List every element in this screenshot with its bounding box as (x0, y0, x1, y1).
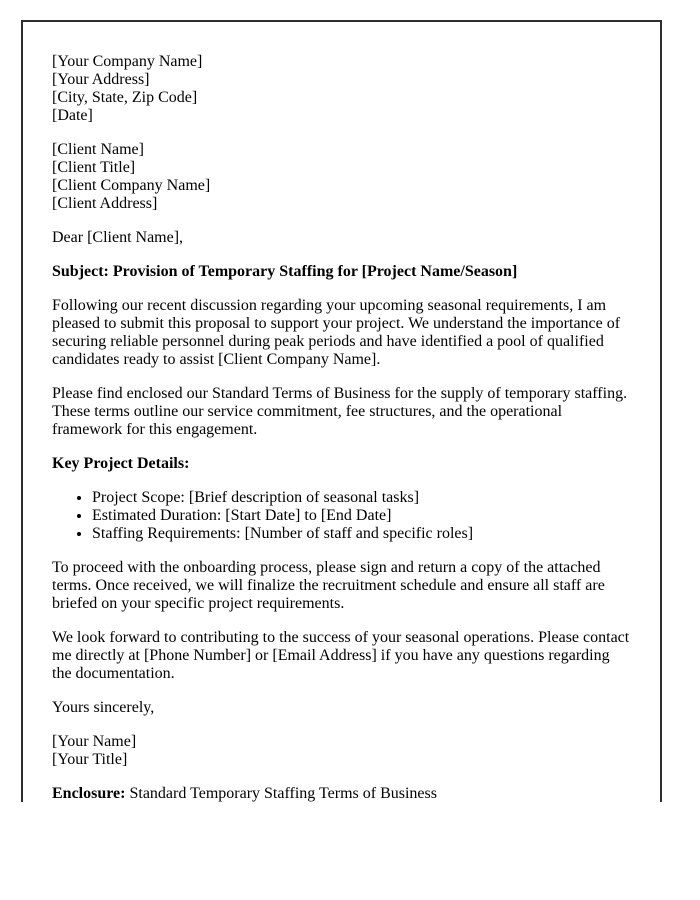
letter-date: [Date] (52, 107, 93, 124)
client-address: [Client Address] (52, 195, 158, 212)
paragraph-onboarding: To proceed with the onboarding process, please sign and return a copy of the attached terms. Once received, we will finalize the recruitment schedule and ensure all staff are briefed on your specific project requirements. (52, 559, 605, 612)
client-name: [Client Name] (52, 141, 144, 158)
valediction: Yours sincerely, (52, 699, 155, 716)
client-title: [Client Title] (52, 159, 136, 176)
paragraph-closing: We look forward to contributing to the success of your seasonal operations. Please contact me directly at [Phone Number] or [Email Address] if you have any questions regarding the documentation. (52, 629, 630, 682)
subject-line: Subject: Provision of Temporary Staffing for [Project Name/Season] (52, 263, 518, 280)
list-item-staffing-requirements: • Staffing Requirements: [Number of staff and specific roles] (92, 525, 630, 543)
sender-address: [Your Address] (52, 71, 150, 88)
list-item-estimated-duration: • Estimated Duration: [Start Date] to [End Date] (92, 507, 630, 525)
sender-city-state-zip: [City, State, Zip Code] (52, 89, 198, 106)
letter-page (21, 20, 662, 802)
paragraph-intro: Following our recent discussion regarding your upcoming seasonal requirements, I am pleased to submit this proposal to support your project. We understand the importance of securing reliable personnel during peak periods and have identified a pool of qualified candidates ready to assist [Client Company Name]. (52, 297, 621, 368)
sender-address-block (52, 53, 630, 125)
salutation: Dear [Client Name], (52, 229, 184, 246)
enclosure-label: Enclosure: (52, 785, 126, 802)
client-company-name: [Client Company Name] (52, 177, 211, 194)
sender-company: [Your Company Name] (52, 53, 203, 70)
signature-block (52, 733, 630, 769)
signature-title: [Your Title] (52, 751, 128, 768)
recipient-address-block (52, 141, 630, 213)
list-item-project-scope: • Project Scope: [Brief description of seasonal tasks] (92, 489, 630, 507)
enclosure-text: Standard Temporary Staffing Terms of Business (129, 785, 437, 802)
key-project-details-list (52, 489, 630, 543)
paragraph-terms: Please find enclosed our Standard Terms of Business for the supply of temporary staffing. These terms outline our service commitment, fee structures, and the operational framework for this engagement. (52, 385, 628, 438)
key-project-details-heading: Key Project Details: (52, 455, 190, 472)
enclosure-line (52, 785, 630, 802)
signature-name: [Your Name] (52, 733, 137, 750)
